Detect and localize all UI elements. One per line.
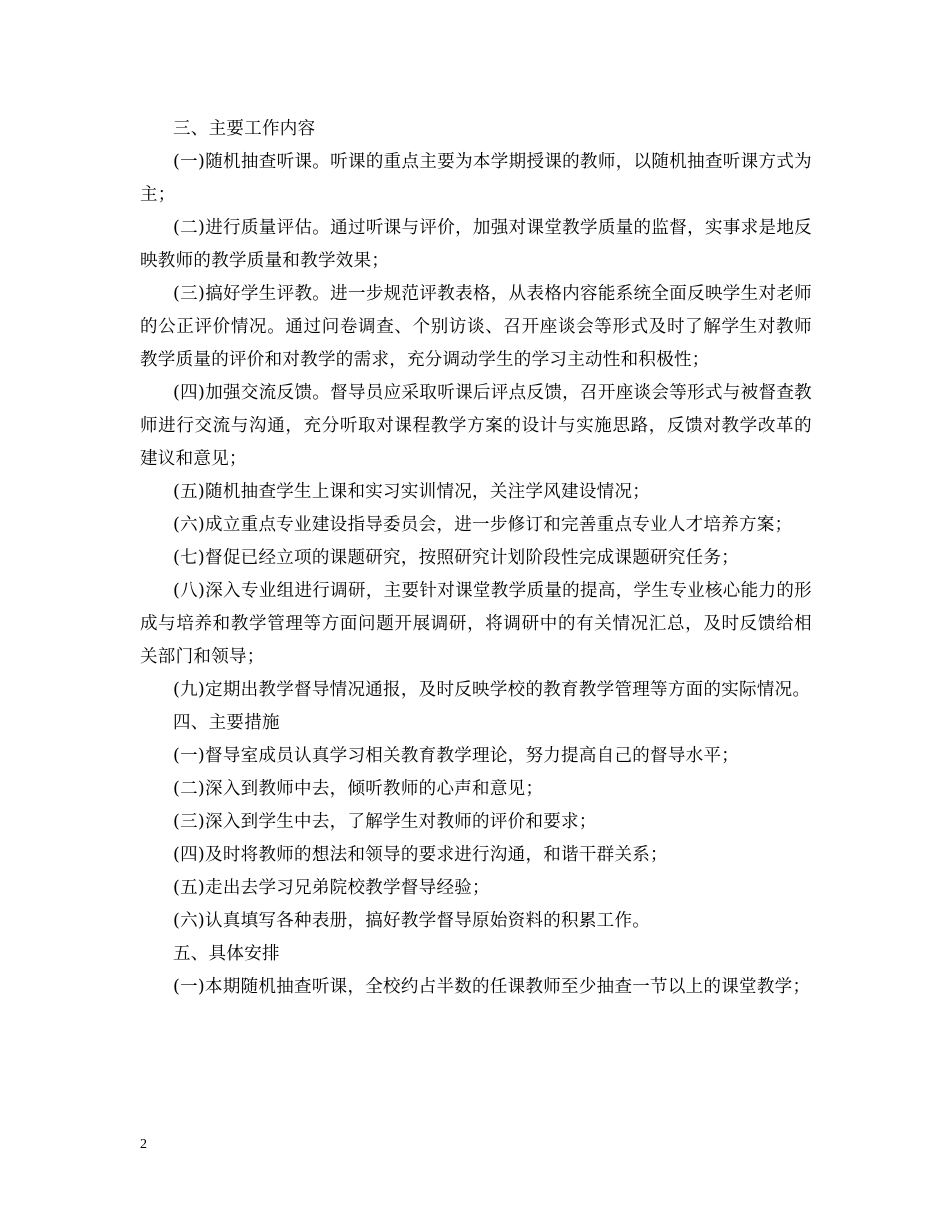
paragraph-work-2: (二)进行质量评估。通过听课与评价，加强对课堂教学质量的监督，实事求是地反映教师的教学质量和教学效果； — [140, 218, 812, 271]
paragraph-work-1: (一)随机抽查听课。听课的重点主要为本学期授课的教师，以随机抽查听课方式为主； — [140, 152, 812, 205]
document-body — [140, 113, 812, 1004]
paragraph-work-6: (六)成立重点专业建设指导委员会，进一步修订和完善重点专业人才培养方案； — [173, 515, 793, 535]
section-heading-main-work: 三、主要工作内容 — [173, 119, 316, 139]
paragraph-measure-5: (五)走出去学习兄弟院校教学督导经验； — [173, 878, 490, 898]
paragraph-work-7: (七)督促已经立项的课题研究，按照研究计划阶段性完成课题研究任务； — [173, 548, 740, 568]
section-heading-measures: 四、主要措施 — [173, 713, 280, 733]
paragraph-work-3: (三)搞好学生评教。进一步规范评教表格，从表格内容能系统全面反映学生对老师的公正评价情况。通过问卷调查、个别访谈、召开座谈会等形式及时了解学生对教师教学质量的评价和对教学的需求，充分调动学生的学习主动性和积极性； — [140, 284, 812, 370]
paragraph-measure-1: (一)督导室成员认真学习相关教育教学理论，努力提高自己的督导水平； — [173, 746, 740, 766]
paragraph-measure-2: (二)深入到教师中去，倾听教师的心声和意见； — [173, 779, 544, 799]
paragraph-measure-4: (四)及时将教师的想法和领导的要求进行沟通，和谐干群关系； — [173, 845, 668, 865]
paragraph-work-8: (八)深入专业组进行调研，主要针对课堂教学质量的提高，学生专业核心能力的形成与培养和教学管理等方面问题开展调研，将调研中的有关情况汇总，及时反馈给相关部门和领导； — [140, 581, 812, 667]
paragraph-measure-3: (三)深入到学生中去，了解学生对教师的评价和要求； — [173, 812, 597, 832]
paragraph-work-5: (五)随机抽查学生上课和实习实训情况，关注学风建设情况； — [173, 482, 651, 502]
paragraph-arrangement-1: (一)本期随机抽查听课，全校约占半数的任课教师至少抽查一节以上的课堂教学； — [173, 977, 811, 997]
paragraph-measure-6: (六)认真填写各种表册，搞好教学督导原始资料的积累工作。 — [173, 911, 651, 931]
section-heading-arrangement: 五、具体安排 — [173, 944, 280, 964]
paragraph-work-4: (四)加强交流反馈。督导员应采取听课后评点反馈，召开座谈会等形式与被督查教师进行交流与沟通，充分听取对课程教学方案的设计与实施思路，反馈对教学改革的建议和意见； — [140, 383, 812, 469]
paragraph-work-9: (九)定期出教学督导情况通报，及时反映学校的教育教学管理等方面的实际情况。 — [173, 680, 811, 700]
page-number: 2 — [140, 1137, 147, 1152]
